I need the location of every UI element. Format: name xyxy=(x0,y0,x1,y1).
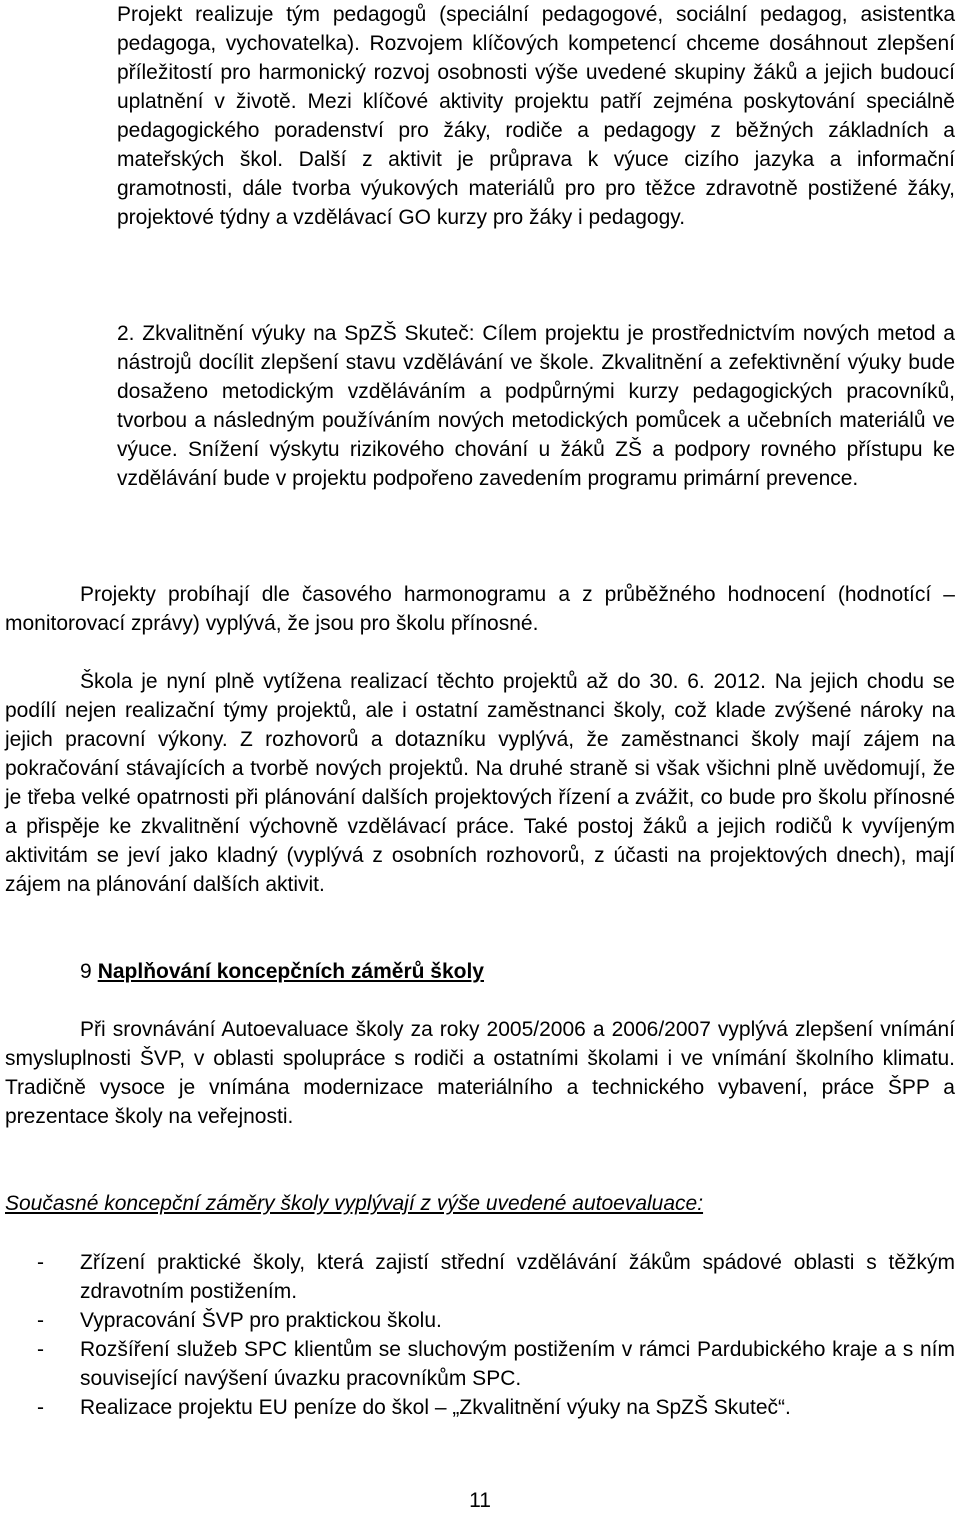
paragraph-autoevaluation: Při srovnávání Autoevaluace školy za roky 2005/2006 a 2006/2007 vyplývá zlepšení vnímání smysluplnosti ŠVP, v oblasti spolupráce s rodiči a ostatními školami i ve vnímání školního klimatu. Tradičně vysoce je vnímána modernizace materiálního a technického vybavení, práce ŠPP a prezentace školy na veřejnosti. xyxy=(5,1018,955,1128)
item-2-number: 2. xyxy=(117,322,143,345)
list-dash: - xyxy=(37,1338,44,1361)
list-dash: - xyxy=(37,1309,44,1332)
list-item xyxy=(5,1393,955,1422)
numbered-item-2 xyxy=(117,319,955,493)
section-title: Naplňování koncepčních záměrů školy xyxy=(97,960,484,983)
item-2-text: Zkvalitnění výuky na SpZŠ Skuteč: Cílem projektu je prostřednictvím nových metod a nástrojů docílit zlepšení stavu vzdělávání ve škole. Zkvalitnění a zefektivnění výuky bude dosaženo metodickým vzděláváním a podpůrnými kurzy pedagogických pracovníků, tvorbou a následným používáním nových metodických pomůcek a učebních materiálů ve výuce. Snížení výskytu rizikového chování u žáků ZŠ a podpory rovného přístupu ke vzdělávání bude v projektu podpořeno zavedením programu primární prevence. xyxy=(117,322,955,490)
section-heading xyxy=(80,957,484,986)
list-item-text: Realizace projektu EU peníze do škol – „Zkvalitnění výuky na SpZŠ Skuteč“. xyxy=(80,1396,791,1419)
subheading-concept-goals: Současné koncepční záměry školy vyplývají z výše uvedené autoevaluace: xyxy=(5,1192,704,1215)
list-item-text: Zřízení praktické školy, která zajistí střední vzdělávání žákům spádové oblasti s těžkým zdravotním postižením. xyxy=(80,1251,955,1303)
list-dash: - xyxy=(37,1396,44,1419)
page-number: 11 xyxy=(469,1489,491,1512)
list-item xyxy=(5,1306,955,1335)
list-item xyxy=(5,1335,955,1393)
goals-list xyxy=(5,1248,955,1422)
list-dash: - xyxy=(37,1251,44,1274)
section-number: 9 xyxy=(80,960,92,983)
list-item xyxy=(5,1248,955,1306)
list-item-text: Rozšíření služeb SPC klientům se sluchovým postižením v rámci Pardubického kraje a s ním související navýšení úvazku pracovníkům SPC. xyxy=(80,1338,955,1390)
paragraph-school-load: Škola je nyní plně vytížena realizací těchto projektů až do 30. 6. 2012. Na jejich chodu se podílí nejen realizační týmy projektů, ale i ostatní zaměstnanci školy, což klade zvýšené nároky na jejich pracovní výkony. Z rozhovorů a dotazníku vyplývá, že zaměstnanci školy mají zájem na pokračování stávajících a tvorbě nových projektů. Na druhé straně si však všichni plně uvědomují, že je třeba velké opatrnosti při plánování dalších projektových řízení a zvážit, co bude pro školu přínosné a přispěje ke zkvalitnění výchovně vzdělávací práce. Také postoj žáků a jejich rodičů k vyvíjeným aktivitám se jeví jako kladný (vyplývá z osobních rozhovorů, z účasti na projektových dnech), mají zájem na plánování dalších aktivit. xyxy=(5,670,955,896)
paragraph-project-team: Projekt realizuje tým pedagogů (speciální pedagogové, sociální pedagog, asistentka pedagoga, vychovatelka). Rozvojem klíčových kompetencí chceme dosáhnout zlepšení příležitostí pro harmonický rozvoj osobnosti výše uvedené skupiny žáků a jejich budoucí uplatnění v životě. Mezi klíčové aktivity projektu patří zejména poskytování speciálně pedagogického poradenství pro žáky, rodiče a pedagogy z běžných základních a mateřských škol. Další z aktivit je průprava k výuce cizího jazyka a informační gramotnosti, dále tvorba výukových materiálů pro pro těžce zdravotně postižené žáky, projektové týdny a vzdělávací GO kurzy pro žáky i pedagogy. xyxy=(117,3,955,229)
paragraph-harmonogram: Projekty probíhají dle časového harmonogramu a z průběžného hodnocení (hodnotící – monitorovací zprávy) vyplývá, že jsou pro školu přínosné. xyxy=(5,583,955,635)
list-item-text: Vypracování ŠVP pro praktickou školu. xyxy=(80,1309,442,1332)
